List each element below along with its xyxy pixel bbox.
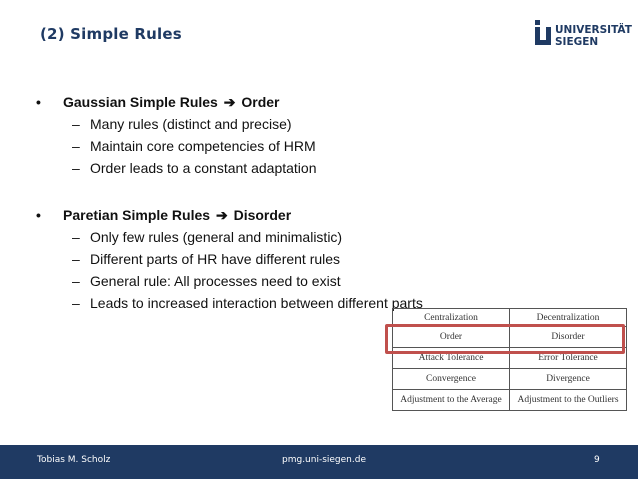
arrow-right-icon: ➔ [215,207,228,223]
logo-line-1: UNIVERSITÄT [555,24,632,36]
dash-marker: – [72,295,80,311]
university-logo-text [555,24,632,48]
sub-item-text: Order leads to a constant adaptation [90,160,317,176]
slide-content [30,94,620,317]
bullet-title: Paretian Simple Rules [63,207,211,223]
sub-item [30,116,620,138]
university-logo-icon [533,20,553,48]
dash-marker: – [72,229,80,245]
table-cell: Divergence [510,369,627,390]
arrow-right-icon: ➔ [223,94,236,110]
table-cell: Centralization [393,309,510,327]
page-number: 9 [594,455,600,465]
sub-item [30,229,620,251]
sub-item-text: General rule: All processes need to exist [90,273,341,289]
sub-item [30,138,620,160]
bullet-gaussian [30,94,620,116]
slide-footer [0,445,638,479]
bullet-result: Order [241,94,280,110]
sub-item-text: Leads to increased interaction between different parts [90,295,423,311]
table-row [393,390,627,411]
sub-item [30,160,620,182]
table-cell: Disorder [510,327,627,348]
table-cell: Order [393,327,510,348]
sub-item [30,273,620,295]
sub-item-text: Many rules (distinct and precise) [90,116,292,132]
table-cell: Adjustment to the Outliers [510,390,627,411]
dash-marker: – [72,116,80,132]
sub-item-text: Maintain core competencies of HRM [90,138,316,154]
bullet-title: Gaussian Simple Rules [63,94,218,110]
footer-website[interactable]: pmg.uni-siegen.de [282,455,367,465]
slide-header [0,0,638,68]
highlight-box [385,324,625,354]
bullet-paretian [30,207,620,229]
bullet-dot: • [36,207,41,223]
logo-line-2: SIEGEN [555,36,599,48]
dash-marker: – [72,251,80,267]
bullet-result: Disorder [233,207,292,223]
sub-item-text: Only few rules (general and minimalistic) [90,229,343,245]
dash-marker: – [72,273,80,289]
slide-title: (2) Simple Rules [40,25,182,43]
university-logo [533,18,632,58]
table-cell: Adjustment to the Average [393,390,510,411]
table-row [393,369,627,390]
bullet-dot: • [36,94,41,110]
table-cell: Convergence [393,369,510,390]
table-cell: Attack Tolerance [393,348,510,369]
dash-marker: – [72,138,80,154]
footer-author: Tobias M. Scholz [37,455,111,465]
sub-item-text: Different parts of HR have different rules [90,251,341,267]
sub-item [30,251,620,273]
table-cell: Error Tolerance [510,348,627,369]
table-cell: Decentralization [510,309,627,327]
dash-marker: – [72,160,80,176]
